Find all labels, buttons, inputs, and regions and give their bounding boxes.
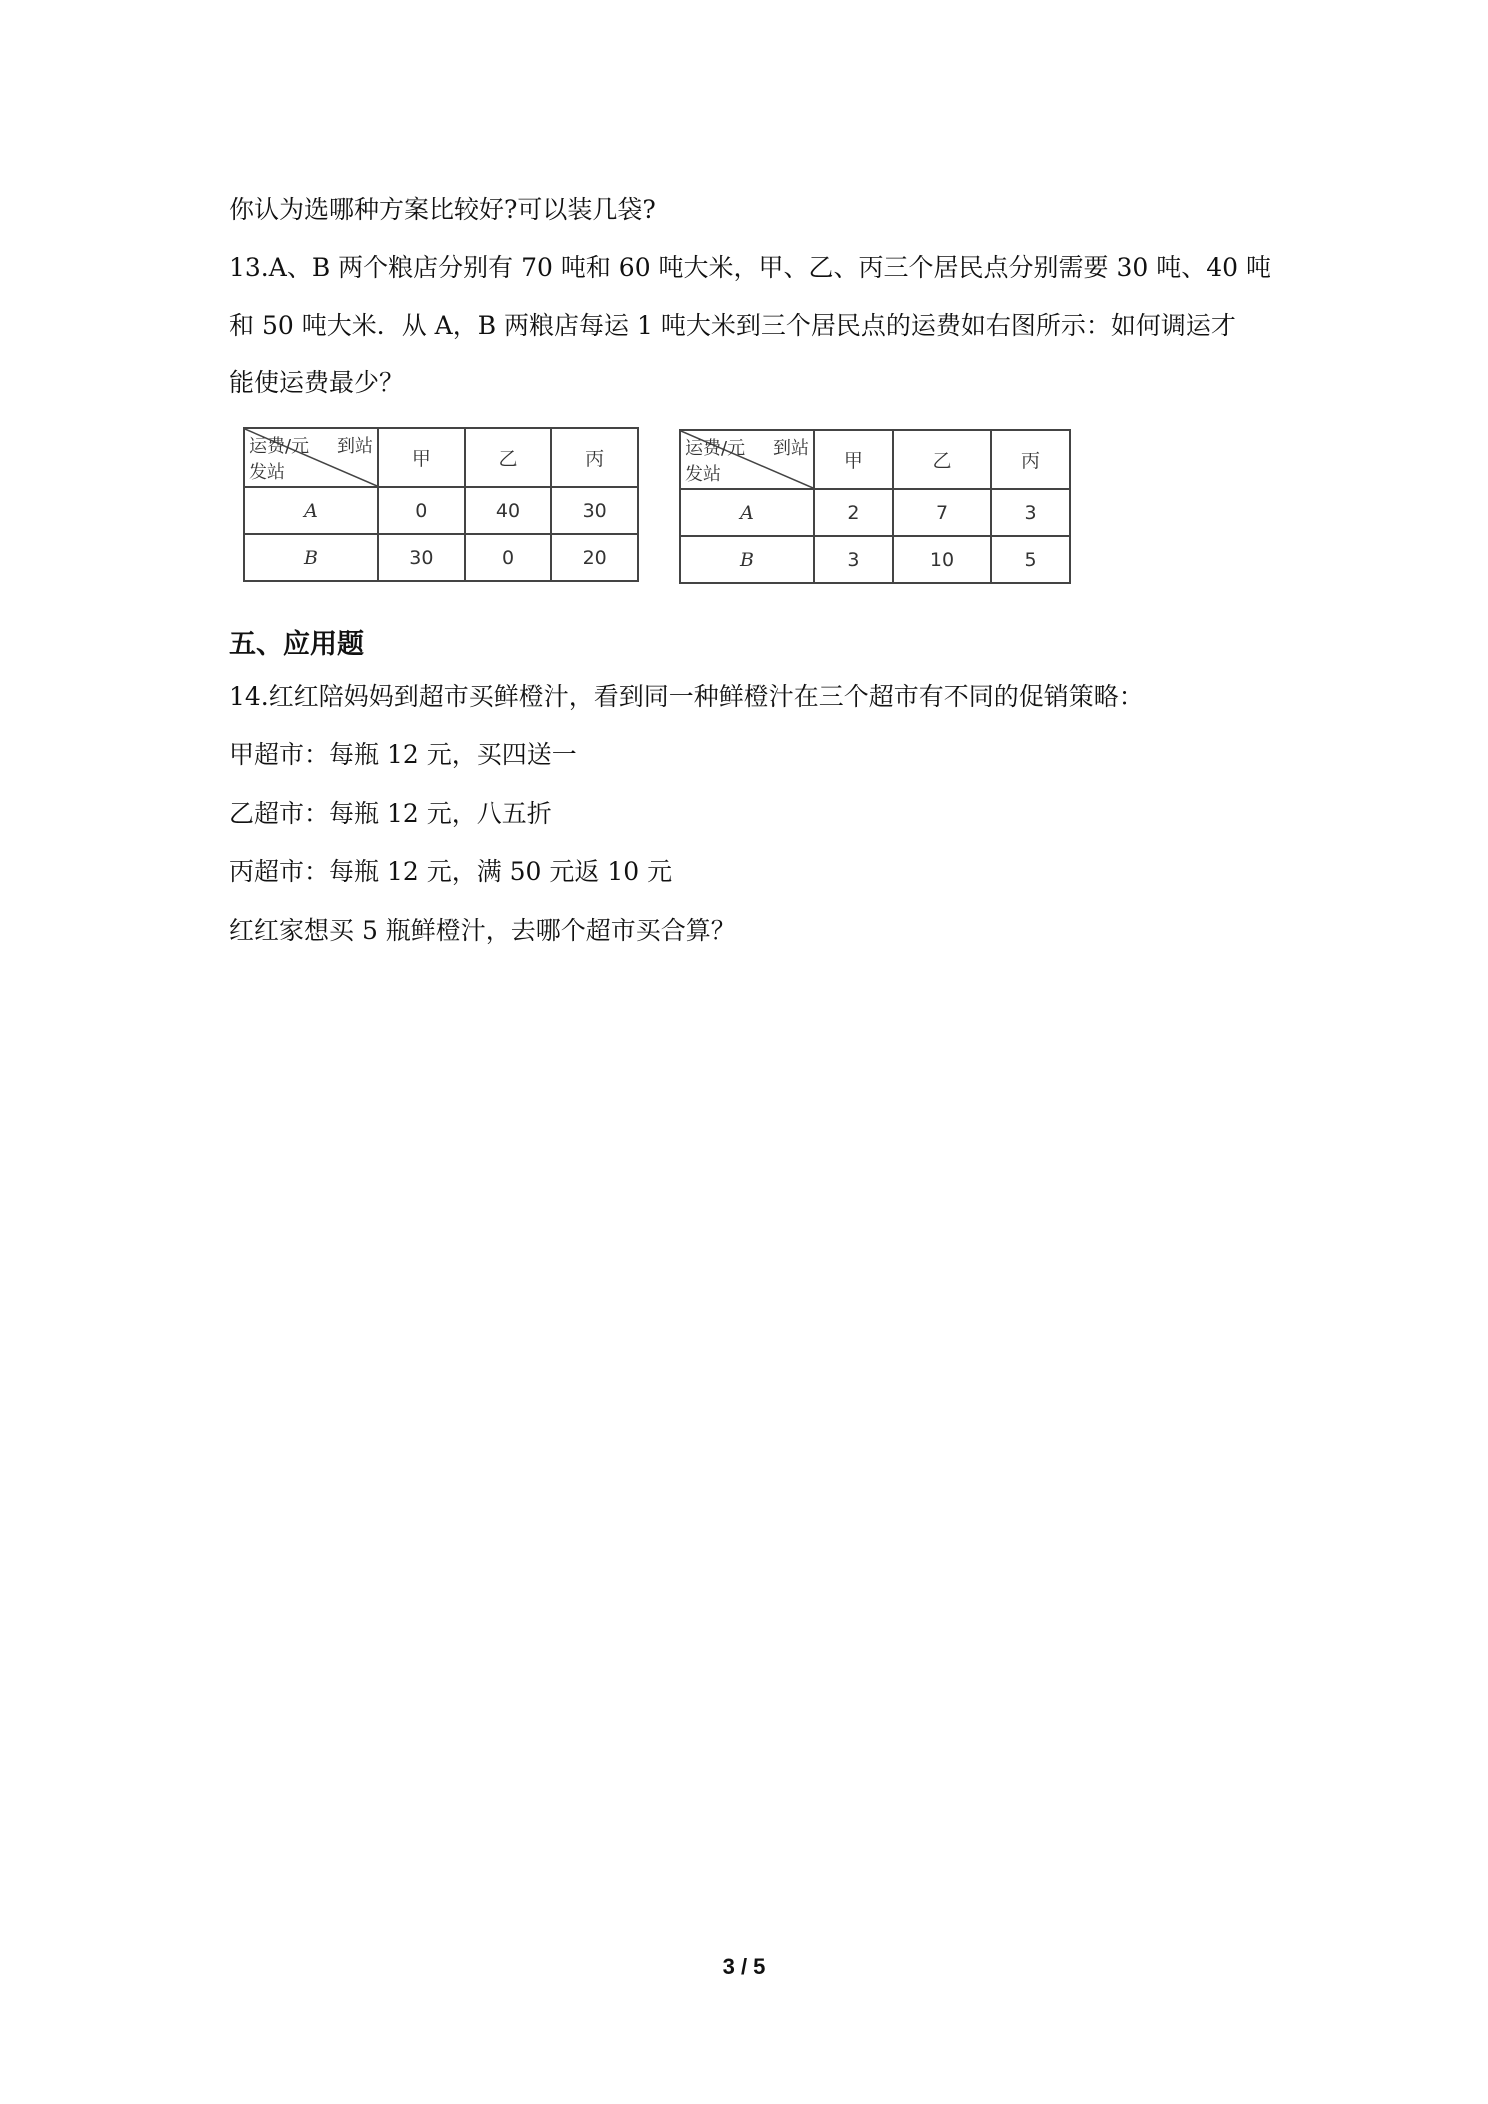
- table-cell: 5: [991, 536, 1070, 583]
- table-cell: 0: [465, 534, 552, 581]
- question-14-line-1: 14.红红陪妈妈到超市买鲜橙汁，看到同一种鲜橙汁在三个超市有不同的促销策略：: [229, 682, 1144, 711]
- row-label: B: [680, 536, 814, 583]
- table-cell: 3: [991, 489, 1070, 536]
- question-14-line-2: 甲超市：每瓶 12 元，买四送一: [229, 740, 577, 769]
- row-label: A: [244, 487, 378, 534]
- table-row: [680, 536, 1070, 583]
- column-header: 甲: [814, 430, 893, 489]
- table-cell: 0: [378, 487, 465, 534]
- table-cell: 40: [465, 487, 552, 534]
- table2-corner-cell: [680, 430, 814, 489]
- table-cell: 7: [893, 489, 991, 536]
- question-14-line-4: 丙超市：每瓶 12 元，满 50 元返 10 元: [229, 857, 673, 886]
- question-14-line-5: 红红家想买 5 瓶鲜橙汁，去哪个超市买合算？: [229, 916, 736, 945]
- table1-corner-cell: [244, 428, 378, 487]
- table-cell: 2: [814, 489, 893, 536]
- table-cell: 10: [893, 536, 991, 583]
- question-12-line: 你认为选哪种方案比较好?可以装几袋?: [229, 195, 656, 224]
- corner-to-label: 到站: [337, 436, 373, 457]
- row-label: B: [244, 534, 378, 581]
- row-label: A: [680, 489, 814, 536]
- corner-from-label: 发站: [249, 462, 285, 483]
- freight-table-1: [243, 427, 639, 582]
- question-13-line-2: 和 50 吨大米．从 A，B 两粮店每运 1 吨大米到三个居民点的运费如右图所示：如何调运才: [229, 311, 1236, 340]
- question-13-line-1: 13.A、B 两个粮店分别有 70 吨和 60 吨大米，甲、乙、丙三个居民点分别需要 30 吨、40 吨: [229, 253, 1272, 282]
- table-row: [244, 534, 638, 581]
- section-heading: 五、应用题: [229, 629, 364, 660]
- column-header: 丙: [991, 430, 1070, 489]
- corner-from-label: 发站: [685, 464, 721, 485]
- column-header: 甲: [378, 428, 465, 487]
- column-header: 乙: [465, 428, 552, 487]
- column-header: 丙: [551, 428, 638, 487]
- table-cell: 3: [814, 536, 893, 583]
- corner-to-label: 到站: [773, 438, 809, 459]
- table-cell: 20: [551, 534, 638, 581]
- column-header: 乙: [893, 430, 991, 489]
- question-14-line-3: 乙超市：每瓶 12 元，八五折: [229, 799, 552, 828]
- table-row: [244, 487, 638, 534]
- table-row: [680, 489, 1070, 536]
- table-cell: 30: [551, 487, 638, 534]
- corner-cost-label: 运费/元: [249, 436, 310, 457]
- table-cell: 30: [378, 534, 465, 581]
- freight-table-2: [679, 429, 1071, 584]
- question-13-line-3: 能使运费最少？: [229, 368, 405, 397]
- page-number: 3 / 5: [722, 1954, 766, 1979]
- corner-cost-label: 运费/元: [685, 438, 746, 459]
